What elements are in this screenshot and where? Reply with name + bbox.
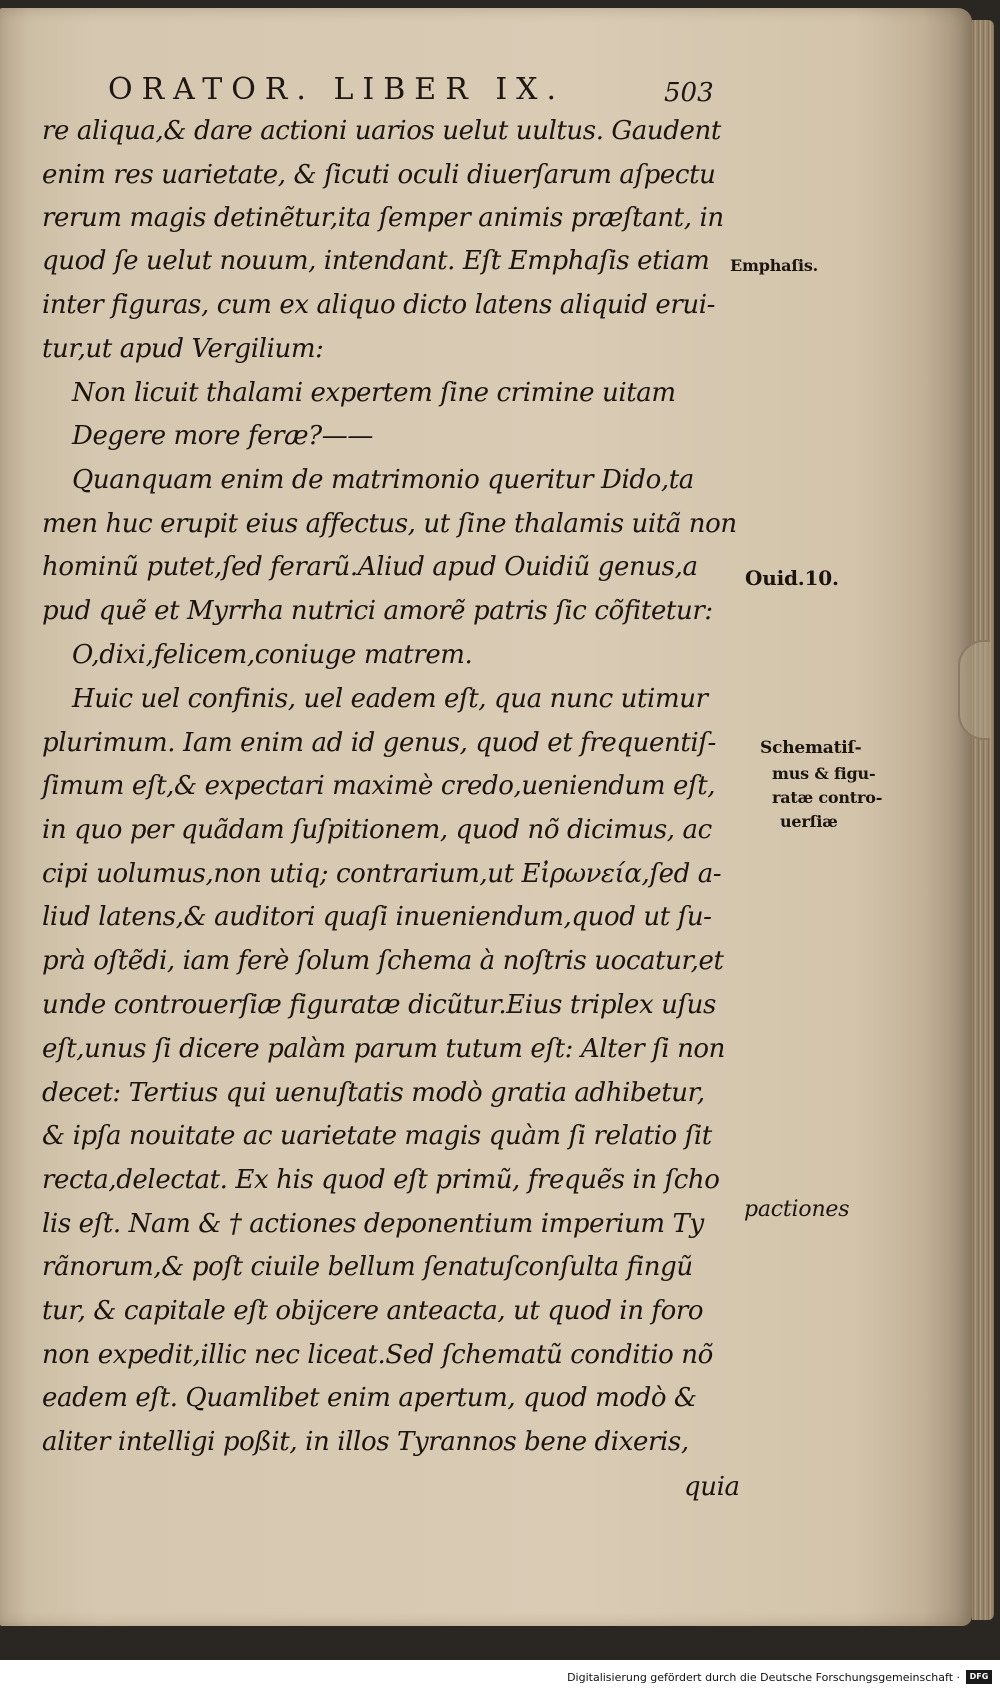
text-line: ſimum eſt,& expectari maximè credo,ueniendum eſt,	[42, 771, 716, 801]
text-line: liud latens,& auditori quaſi inueniendum,quod ut ſu-	[42, 902, 712, 932]
text-line: men huc erupit eius affectus, ut ſine thalamis uitã non	[42, 509, 737, 539]
text-line: eadem eſt. Quamlibet enim apertum, quod modò &	[42, 1383, 697, 1413]
text-line: O,dixi,felicem,coniuge matrem.	[72, 640, 473, 670]
text-line: enim res uarietate, & ſicuti oculi diuerſarum aſpectu	[42, 160, 716, 190]
text-line: pud quẽ et Myrrha nutrici amorẽ patris ſic cõfitetur:	[42, 596, 713, 626]
text-line: re aliqua,& dare actioni uarios uelut uultus. Gaudent	[42, 116, 721, 146]
text-line: prà oſtẽdi, iam ferè ſolum ſchema à noſtris uocatur,et	[42, 946, 724, 976]
text-line: cipi uolumus,non utiq; contrarium,ut Εἰρωνεία,ſed a-	[42, 859, 722, 889]
margin-note-ovid: Ouid.10.	[745, 566, 839, 590]
text-line: non expedit,illic nec liceat.Sed ſchematũ conditio nõ	[42, 1340, 713, 1370]
dfg-logo-icon: DFG	[966, 1670, 992, 1684]
running-title: ORATOR. LIBER IX.	[108, 72, 566, 107]
margin-note-schematismus: uerſiæ	[780, 812, 838, 831]
text-line: Huic uel confinis, uel eadem eſt, qua nunc utimur	[72, 684, 708, 714]
text-line: tur, & capitale eſt obijcere anteacta, ut quod in foro	[42, 1296, 704, 1326]
text-line: Degere more feræ?——	[72, 421, 373, 451]
text-line: Non licuit thalami expertem ſine crimine uitam	[72, 378, 676, 408]
text-line: aliter intelligi poßit, in illos Tyrannos bene dixeris,	[42, 1427, 689, 1457]
text-line: decet: Tertius qui uenuſtatis modò gratia adhibetur,	[42, 1078, 705, 1108]
margin-note-pactiones: pactiones	[744, 1197, 850, 1222]
page-edges	[972, 20, 994, 1620]
book-clasp	[958, 640, 990, 740]
text-line: tur,ut apud Vergilium:	[42, 334, 324, 364]
page-number: 503	[664, 78, 714, 108]
margin-note-schematismus: mus & figu-	[772, 764, 876, 783]
text-line: quod ſe uelut nouum, intendant. Eſt Emphaſis etiam	[42, 246, 710, 276]
text-line: in quo per quãdam ſuſpitionem, quod nõ dicimus, ac	[42, 815, 712, 845]
margin-note-schematismus: Schematiſ-	[760, 738, 862, 758]
text-line: rãnorum,& poſt ciuile bellum ſenatuſconſulta fingũ	[42, 1252, 693, 1282]
catchword: quia	[684, 1472, 740, 1502]
text-line: inter figuras, cum ex aliquo dicto latens aliquid erui-	[42, 290, 715, 320]
text-line: recta,delectat. Ex his quod eſt primũ, frequẽs in ſcho	[42, 1165, 720, 1195]
text-line: lis eſt. Nam & † actiones deponentium imperium Ty	[42, 1209, 704, 1239]
digitization-credit: Digitalisierung gefördert durch die Deutsche Forschungsgemeinschaft ·	[567, 1671, 960, 1684]
text-line: unde controuerſiæ figuratæ dicũtur.Eius triplex uſus	[42, 990, 716, 1020]
text-line: Quanquam enim de matrimonio queritur Dido,ta	[72, 465, 694, 495]
text-line: plurimum. Iam enim ad id genus, quod et frequentiſ-	[42, 728, 716, 758]
text-line: eſt,unus ſi dicere palàm parum tutum eſt: Alter ſi non	[42, 1034, 726, 1064]
margin-note-emphasis: Emphaſis.	[730, 256, 819, 275]
text-line: hominũ putet,ſed ferarũ.Aliud apud Ouidiũ genus,a	[42, 552, 698, 582]
margin-note-schematismus: ratæ contro-	[772, 788, 883, 807]
text-line: rerum magis detinẽtur,ita ſemper animis præſtant, in	[42, 203, 724, 233]
text-line: & ipſa nouitate ac uarietate magis quàm ſi relatio ſit	[42, 1121, 712, 1151]
